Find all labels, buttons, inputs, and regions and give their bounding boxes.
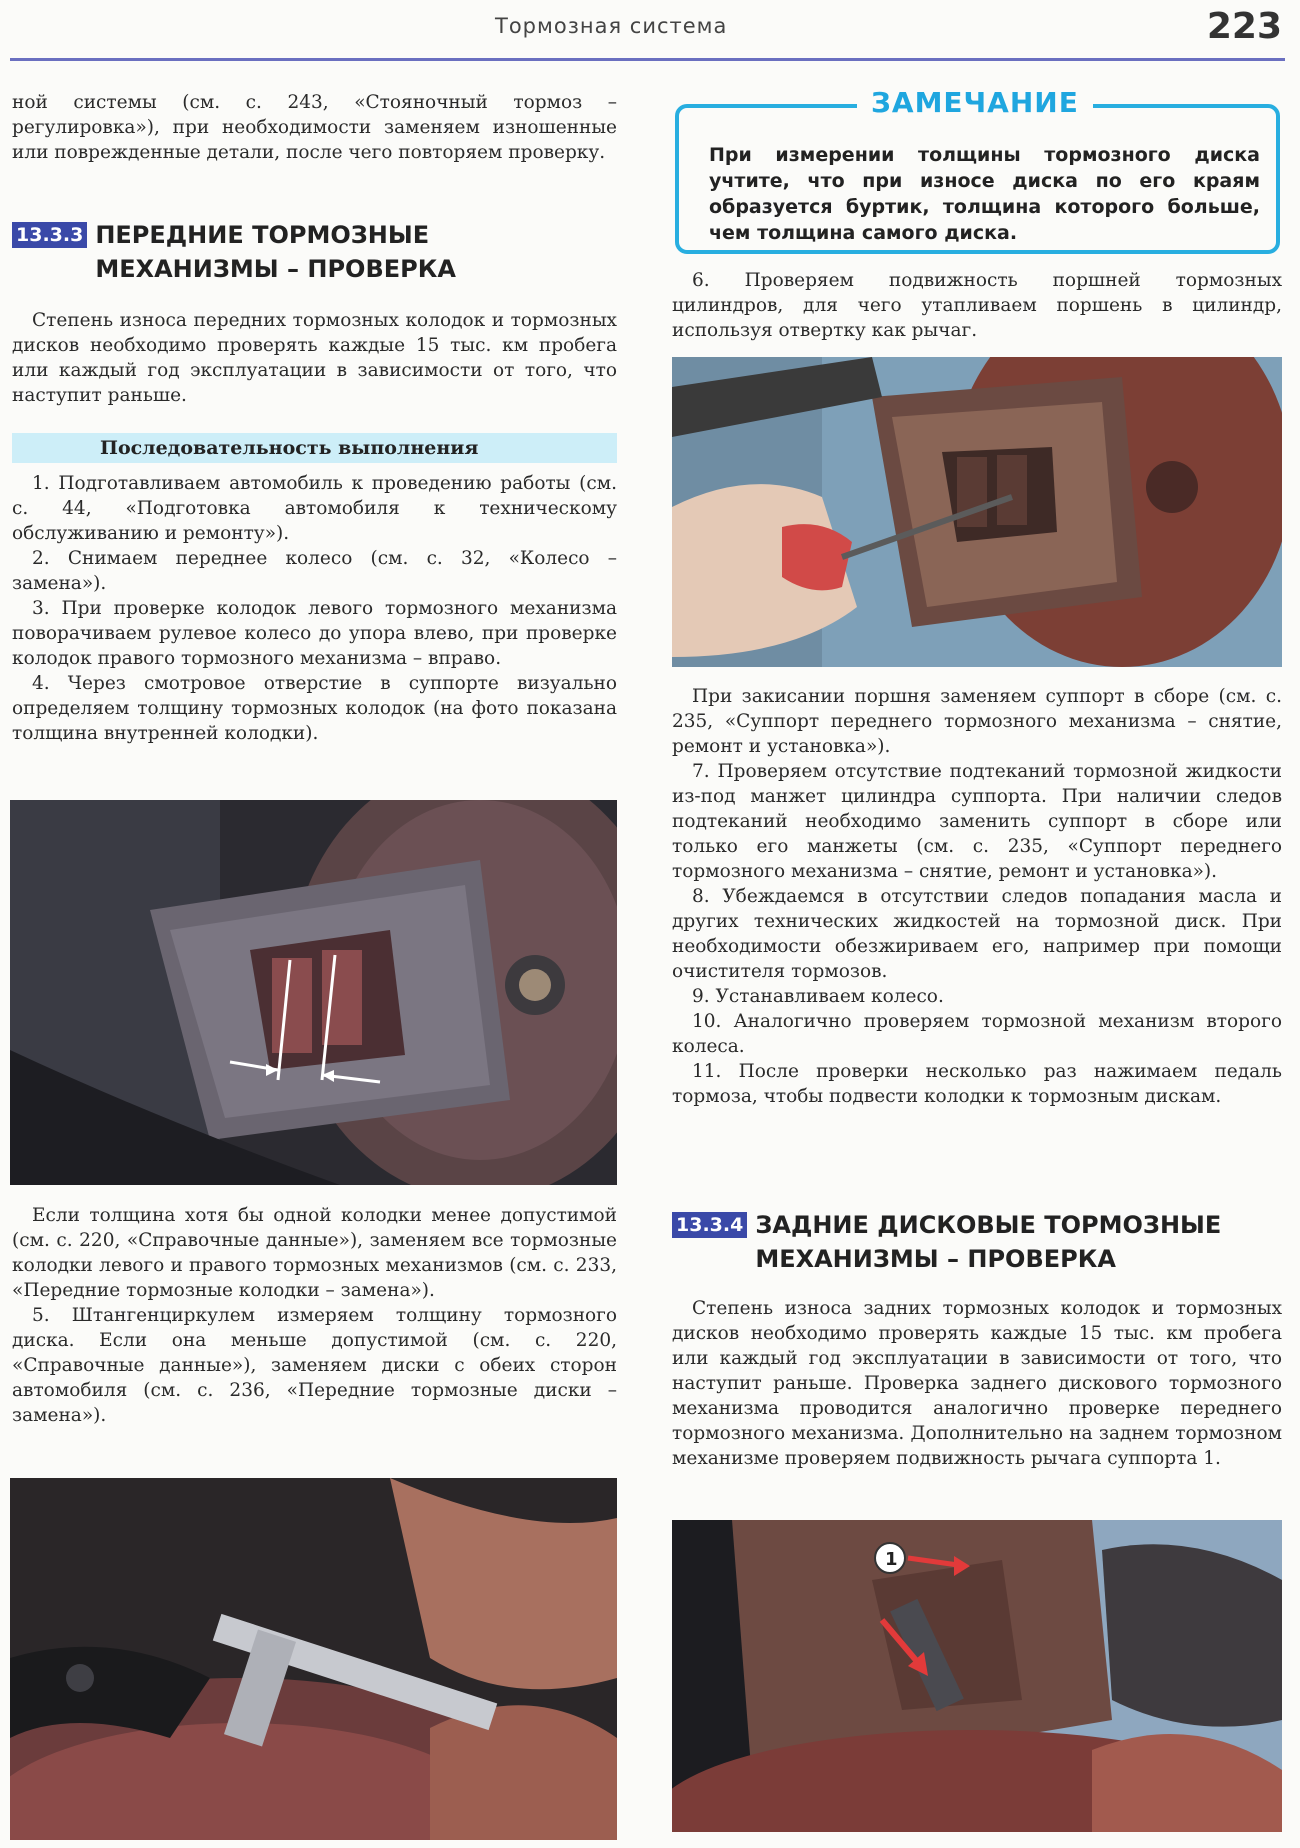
section-2-text-block	[672, 1296, 1282, 1471]
after-photo1-text	[12, 1203, 617, 1428]
step-6-block	[672, 268, 1282, 343]
intro-paragraph: ной системы (см. с. 243, «Стояночный тормоз – регулировка»), при необходимости заменяем изношенные или поврежденные детали, после чего повторяем проверку.	[12, 92, 617, 163]
step-3: 3. При проверке колодок левого тормозного механизма поворачиваем рулевое колесо до упора влево, при проверке колодок правого тормозного механизма – вправо.	[12, 598, 617, 669]
step-5: 5. Штангенциркулем измеряем толщину тормозного диска. Если она меньше допустимой (см. с. 220, «Справочные данные»), заменяем диски с обеих сторон автомобиля (см. с. 236, «Передние тормозные диски – замена»).	[12, 1305, 617, 1426]
note-box	[675, 86, 1280, 254]
step-1: 1. Подготавливаем автомобиль к проведению работы (см. с. 44, «Подготовка автомобиля к техническому обслуживанию и ремонту»).	[12, 473, 617, 544]
header-divider	[10, 58, 1285, 61]
step-11: 11. После проверки несколько раз нажимаем педаль тормоза, чтобы подвести колодки к тормозным дискам.	[672, 1061, 1282, 1107]
step-9: 9. Устанавливаем колесо.	[692, 986, 944, 1007]
step-2: 2. Снимаем переднее колесо (см. с. 32, «Колесо – замена»).	[12, 548, 617, 594]
callout-1-label: 1	[885, 1549, 898, 1570]
step-6: 6. Проверяем подвижность поршней тормозных цилиндров, для чего утапливаем поршень в цилиндр, используя отвертку как рычаг.	[672, 270, 1282, 341]
photo-rear-caliper-lever	[672, 1520, 1282, 1832]
section-number-badge: 13.3.3	[12, 222, 87, 248]
section-2-text: Степень износа задних тормозных колодок и тормозных дисков необходимо проверять каждые 15 тыс. км пробега или каждый год эксплуатации в зависимости от того, что наступит раньше. Проверка заднего дискового тормозного механизма проводится аналогично проверке переднего тормозного механизма. Дополнительно на заднем тормозном механизме проверяем подвижность рычага суппорта 1.	[672, 1298, 1282, 1469]
section-title: ПЕРЕДНИЕ ТОРМОЗНЫЕ МЕХАНИЗМЫ – ПРОВЕРКА	[95, 221, 456, 283]
note-text: При измерении толщины тормозного диска учтите, что при износе диска по его краям образуется буртик, толщина которого больше, чем толщина самого диска.	[709, 144, 1260, 244]
section-2-heading	[672, 1208, 1282, 1276]
replace-pads-paragraph: Если толщина хотя бы одной колодки менее допустимой (см. с. 220, «Справочные данные»), заменяем все тормозные колодки левого и правого тормозных механизмов (см. с. 233, «Передние тормозные колодки – замена»).	[12, 1205, 617, 1301]
running-header-title: Тормозная система	[495, 14, 728, 38]
note-title: ЗАМЕЧАНИЕ	[857, 86, 1093, 119]
step-7: 7. Проверяем отсутствие подтеканий тормозной жидкости из-под манжет цилиндра суппорта. При наличии следов подтеканий необходимо заменить суппорт в сборе или только его манжеты (см. с. 235, «Суппорт переднего тормозного механизма – снятие, ремонт и установка»).	[672, 761, 1282, 882]
left-column	[12, 90, 617, 165]
page-number: 223	[1206, 6, 1282, 47]
after-photo3-text	[672, 684, 1282, 1109]
section-1-intro-block	[12, 308, 617, 408]
step-10: 10. Аналогично проверяем тормозной механизм второго колеса.	[672, 1011, 1282, 1057]
step-4: 4. Через смотровое отверстие в суппорте визуально определяем толщину тормозных колодок (на фото показана толщина внутренней колодки).	[12, 673, 617, 744]
sequence-label: Последовательность выполнения	[12, 433, 617, 463]
section-number-badge: 13.3.4	[672, 1212, 747, 1238]
photo-disc-thickness-measurement	[10, 1478, 617, 1840]
sequence-block	[12, 433, 617, 746]
section-1-intro: Степень износа передних тормозных колодок и тормозных дисков необходимо проверять каждые 15 тыс. км пробега или каждый год эксплуатации в зависимости от того, что наступит раньше.	[12, 310, 617, 406]
section-1-heading	[12, 218, 617, 286]
caliper-replace-paragraph: При закисании поршня заменяем суппорт в сборе (см. с. 235, «Суппорт переднего тормозного механизма – снятие, ремонт и установка»).	[672, 686, 1282, 757]
step-8: 8. Убеждаемся в отсутствии следов попадания масла и других технических жидкостей на тормозной диск. При необходимости обезжириваем его, например при помощи очистителя тормозов.	[672, 886, 1282, 982]
photo-caliper-pad-thickness	[10, 800, 617, 1185]
photo-piston-mobility-check	[672, 357, 1282, 667]
section-title: ЗАДНИЕ ДИСКОВЫЕ ТОРМОЗНЫЕ МЕХАНИЗМЫ – ПРОВЕРКА	[755, 1211, 1222, 1273]
